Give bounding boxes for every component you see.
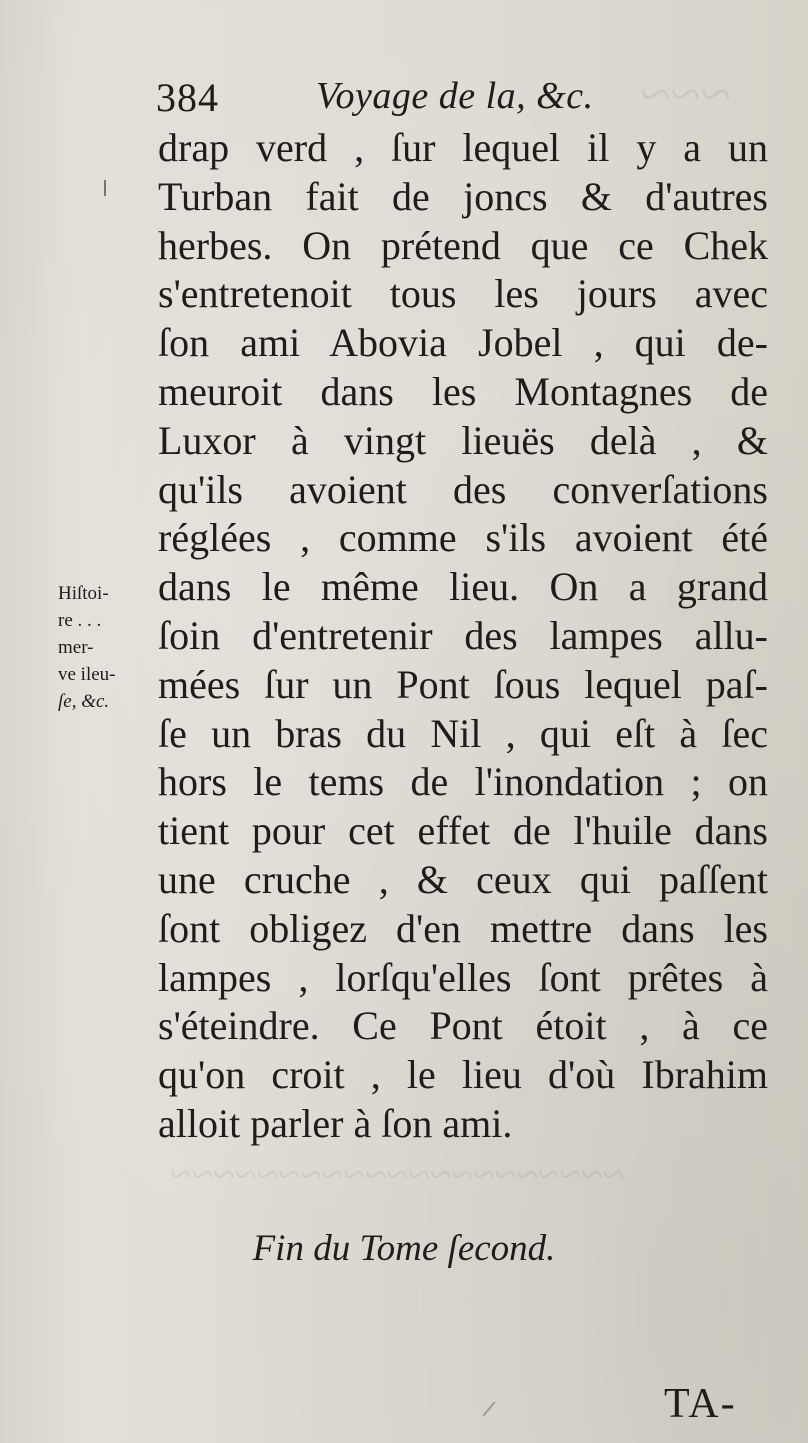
text-line: ſe un bras du Nil , qui eſt à ſec	[158, 710, 768, 756]
marginal-note-line: ve ileu-	[58, 664, 116, 685]
page-number: 384	[156, 75, 219, 120]
text-line: qu'ils avoient des converſations	[158, 466, 768, 512]
text-line: ſoin d'entretenir des lampes allu-	[158, 612, 768, 658]
text-line: herbes. On prétend que ce Chek	[158, 222, 768, 268]
stray-ink-mark	[482, 1401, 495, 1416]
text-line: drap verd , ſur lequel il y a un	[158, 125, 768, 170]
marginal-note-line: re . . .	[58, 610, 102, 631]
stray-ink-mark	[104, 180, 106, 196]
marginal-note-line: ſe, &c.	[58, 691, 110, 712]
text-line: ſon ami Abovia Jobel , qui de-	[158, 320, 768, 366]
text-line: s'éteindre. Ce Pont étoit , à ce	[158, 1003, 768, 1049]
text-line: s'entretenoit tous les jours avec	[158, 271, 768, 317]
text-line: lampes , lorſqu'elles ſont prêtes à	[158, 954, 768, 1000]
text-line: dans le même lieu. On a grand	[158, 564, 768, 610]
marginal-note-line: Hiſtoi-	[58, 583, 109, 604]
text-line: mées ſur un Pont ſous lequel paſ-	[158, 661, 768, 707]
text-line: Turban fait de joncs & d'autres	[158, 173, 768, 219]
body-text	[158, 124, 768, 1149]
text-line-last: alloit parler à ſon ami.	[158, 1100, 513, 1146]
text-line: ſont obligez d'en mettre dans les	[158, 905, 768, 951]
marginal-note	[58, 580, 154, 715]
text-line: qu'on croit , le lieu d'où Ibrahim	[158, 1052, 768, 1098]
show-through-bleed-top: ~~~	[640, 64, 731, 126]
text-line: Luxor à vingt lieuës delà , &	[158, 417, 768, 463]
show-through-bleed: ~~~~~~~~~~~~~~~~~~~~~	[170, 1152, 625, 1197]
catchword: TA-	[664, 1381, 737, 1427]
running-title: Voyage de la, &c.	[316, 75, 594, 117]
text-line: meuroit dans les Montagnes de	[158, 368, 768, 414]
closing-line: Fin du Tome ſecond.	[252, 1228, 556, 1269]
page-header	[156, 70, 716, 120]
text-line: réglées , comme s'ils avoient été	[158, 515, 768, 561]
text-line: hors le tems de l'inondation ; on	[158, 759, 768, 805]
marginal-note-line: mer-	[58, 637, 94, 658]
text-line: une cruche , & ceux qui paſſent	[158, 856, 768, 902]
text-line: tient pour cet effet de l'huile dans	[158, 808, 768, 854]
